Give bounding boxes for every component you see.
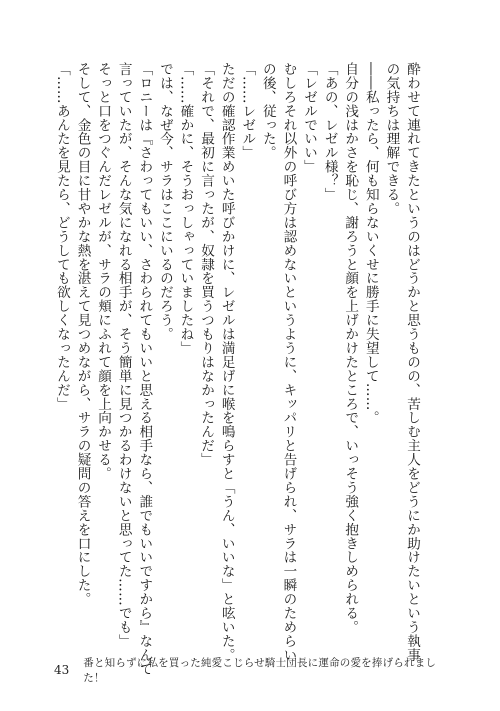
text-line: 「……あんたを見たら、どうしても欲しくなったんだ」 (53, 62, 70, 411)
running-title: 番と知らずに私を買った純愛こじらせ騎士団長に運命の愛を捧げられました！ (83, 657, 437, 684)
text-line: 酔わせて連れてきたというのはどうかと思うものの、苦しむ主人をどうにか助けたいという執事 (404, 62, 420, 662)
text-line: の後、従った。 (259, 62, 276, 160)
page-number: 43 (54, 663, 70, 677)
text-line: 「ロニーは『さわってもいい、さわられてもいいと思える相手なら、誰でもいいですから』なんて (136, 62, 153, 676)
text-line: むしろそれ以外の呼び方は認めないというように、キッパリと告げられ、サラは一瞬のためらい (280, 62, 297, 662)
text-line: 「レゼルでいい」 (301, 62, 318, 174)
text-line: そっと口をつぐんだレゼルが、サラの頬にふれて顔を上向かせる。 (95, 62, 112, 481)
text-line: 「あの、レゼル様？」 (321, 62, 338, 202)
text-line: ――私ったら、何も知らないくせに勝手に失望して……。 (362, 62, 379, 425)
text-line: そして、金色の目に甘やかな熱を湛えて見つめながら、サラの疑問の答えを口にした。 (74, 62, 91, 607)
text-line: 「……確かに、そうおっしゃっていましたね」 (177, 62, 194, 355)
text-line: 「それで、最初に言ったが、奴隷を買うつもりはなかったんだ」 (198, 62, 215, 467)
text-line: 自分の浅はかさを恥じ、謝ろうと顔を上げかけたところで、いっそう強く抱きしめられる。 (342, 62, 359, 634)
text-line: の気持ちは理解できる。 (383, 62, 400, 216)
text-line: ただの確認作業めいた呼びかけに、レゼルは満足げに喉を鳴らすと「うん、いいな」と呟いた。 (218, 62, 235, 662)
text-line: 言っていたが、そんな気になれる相手が、そう簡単に見つかるわけないと思ってた……でも」 (115, 62, 132, 648)
page-footer (54, 657, 454, 684)
text-line: 「……レゼル」 (239, 62, 256, 160)
text-line: では、なぜ今、サラはここにいるのだろう。 (156, 62, 173, 341)
